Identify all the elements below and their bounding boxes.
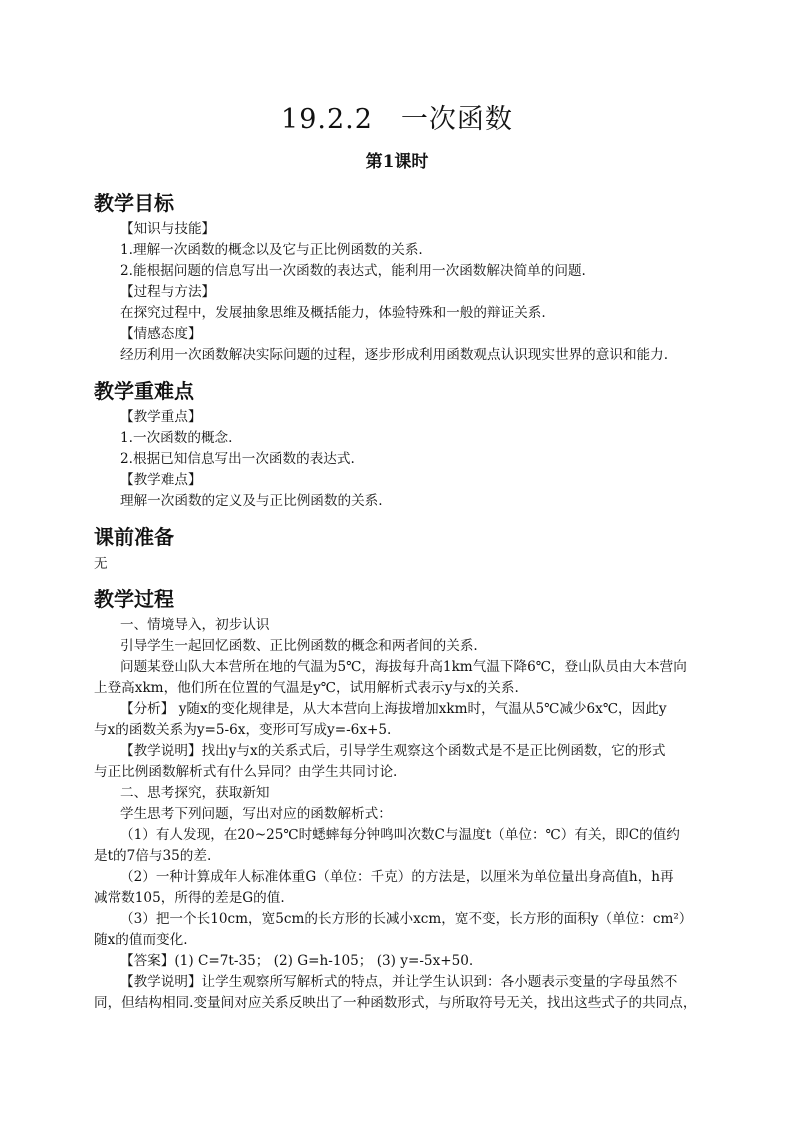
process-line: 减常数105，所得的差是G的值.: [94, 890, 285, 906]
process-line: 【分析】 y随x的变化规律是，从大本营向上海拔增加xkm时，气温从5℃减少6x℃，因此y: [120, 701, 667, 717]
objectives-knowledge-2: 2.能根据问题的信息写出一次函数的表达式，能利用一次函数解决简单的问题.: [120, 263, 586, 279]
process-line: 上登高xkm，他们所在位置的气温是y℃，试用解析式表示y与x的关系.: [94, 680, 519, 696]
process-line: 【教学说明】让学生观察所写解析式的特点，并让学生认识到：各小题表示变量的字母虽然不: [120, 974, 678, 990]
process-line: 与正比例函数解析式有什么异同？由学生共同讨论.: [94, 764, 398, 780]
objectives-knowledge-1: 1.理解一次函数的概念以及它与正比例函数的关系.: [120, 242, 423, 258]
section-heading-preparation: 课前准备: [94, 525, 174, 549]
process-line: 学生思考下列问题，写出对应的函数解析式：: [120, 806, 392, 822]
objectives-knowledge-label: 【知识与技能】: [120, 221, 216, 237]
process-line: 【答案】(1) C=7t-35； (2) G=h-105； (3) y=-5x+50.: [120, 953, 474, 969]
process-line: 二、思考探究，获取新知: [120, 785, 270, 801]
keypoints-difficulty-1: 理解一次函数的定义及与正比例函数的关系.: [120, 493, 383, 509]
process-line: 与x的函数关系为y=5-6x，变形可写成y=-6x+5.: [94, 722, 392, 738]
keypoints-focus-2: 2.根据已知信息写出一次函数的表达式.: [120, 451, 355, 467]
page-title: 19.2.2 一次函数: [281, 104, 513, 135]
process-line: 随x的值而变化.: [94, 932, 188, 948]
process-line: 问题某登山队大本营所在地的气温为5℃，海拔每升高1km气温下降6℃，登山队员由大本营向: [120, 659, 687, 675]
keypoints-focus-label: 【教学重点】: [120, 409, 202, 425]
section-heading-objectives: 教学目标: [94, 191, 174, 215]
section-heading-process: 教学过程: [94, 587, 174, 611]
process-line: （3）把一个长10cm，宽5cm的长方形的长减小xcm，宽不变，长方形的面积y（单位：cm²）: [120, 911, 693, 927]
objectives-process-1: 在探究过程中，发展抽象思维及概括能力，体验特殊和一般的辩证关系.: [120, 305, 546, 321]
page-subtitle: 第1课时: [365, 152, 429, 172]
preparation-text: 无: [94, 556, 108, 572]
keypoints-difficulty-label: 【教学难点】: [120, 472, 202, 488]
objectives-process-label: 【过程与方法】: [120, 284, 216, 300]
process-line: 一、情境导入，初步认识: [120, 617, 270, 633]
process-line: 【教学说明】找出y与x的关系式后，引导学生观察这个函数式是不是正比例函数，它的形式: [120, 743, 666, 759]
process-line: 引导学生一起回忆函数、正比例函数的概念和两者间的关系.: [120, 638, 478, 654]
process-line: （1）有人发现，在20~25℃时蟋蟀每分钟鸣叫次数C与温度t（单位：℃）有关，即C的值约: [120, 827, 680, 843]
keypoints-focus-1: 1.一次函数的概念.: [120, 430, 233, 446]
section-heading-keypoints: 教学重难点: [94, 379, 194, 403]
process-line: 同，但结构相同.变量间对应关系反映出了一种函数形式，与所取符号无关，找出这些式子的共同点，: [94, 995, 697, 1011]
process-line: 是t的7倍与35的差.: [94, 848, 212, 864]
process-line: （2）一种计算成年人标准体重G（单位：千克）的方法是，以厘米为单位量出身高值h，h再: [120, 869, 674, 885]
objectives-emotion-label: 【情感态度】: [120, 326, 202, 342]
objectives-emotion-1: 经历利用一次函数解决实际问题的过程，逐步形成利用函数观点认识现实世界的意识和能力.: [120, 347, 669, 363]
